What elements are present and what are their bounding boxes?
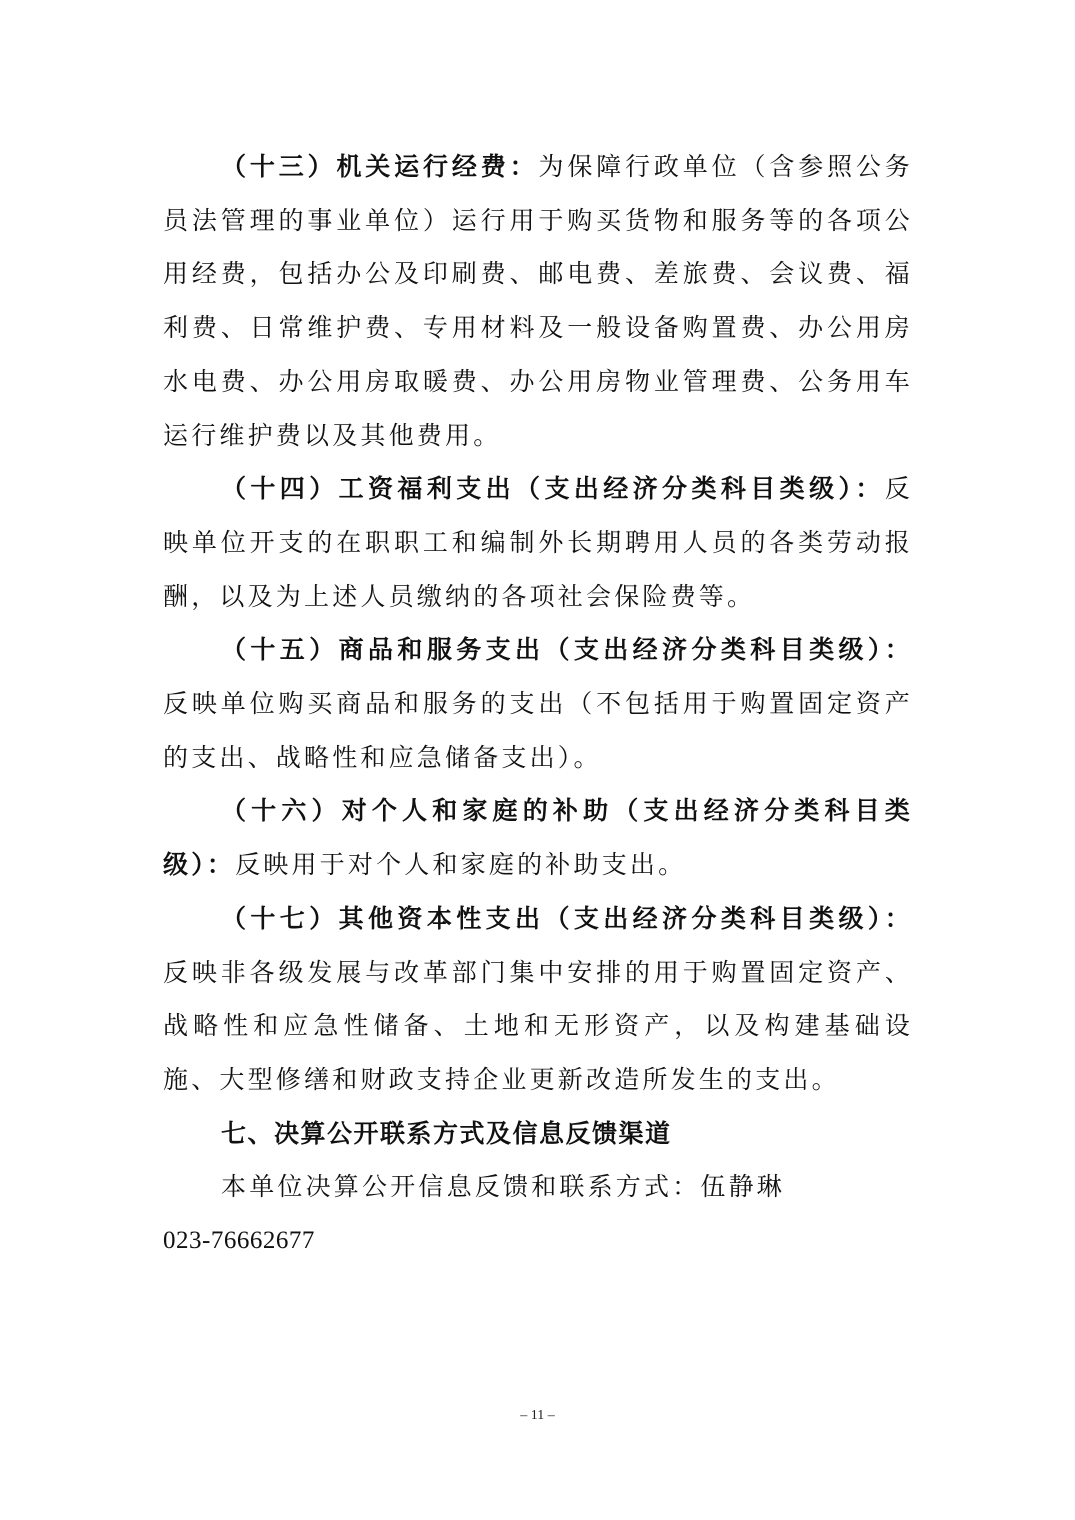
paragraph-14: [163, 462, 913, 623]
section-heading: 七、决算公开联系方式及信息反馈渠道: [221, 1118, 672, 1148]
paragraph-17-text: 反映非各级发展与改革部门集中安排的用于购置固定资产、战略性和应急性储备、土地和无形资产，以及构建基础设施、大型修缮和财政支持企业更新改造所发生的支出。: [163, 957, 913, 1094]
page-number: – 11 –: [520, 1408, 555, 1423]
paragraph-17: [163, 892, 913, 1107]
paragraph-16-term: （十六）对个人和家庭的补助（支出经济分类科目类级）：: [163, 796, 913, 880]
paragraph-17-term: （十七）其他资本性支出（支出经济分类科目类级）：: [221, 903, 913, 933]
paragraph-15-term: （十五）商品和服务支出（支出经济分类科目类级）：: [221, 635, 913, 665]
paragraph-15-text: 反映单位购买商品和服务的支出（不包括用于购置固定资产的支出、战略性和应急储备支出）。: [163, 689, 913, 772]
paragraph-13-text: 为保障行政单位（含参照公务员法管理的事业单位）运行用于购买货物和服务等的各项公用经费，包括办公及印刷费、邮电费、差旅费、会议费、福利费、日常维护费、专用材料及一般设备购置费、办公用房水电费、办公用房取暖费、办公用房物业管理费、公务用车运行维护费以及其他费用。: [163, 152, 913, 450]
paragraph-13: [163, 140, 913, 462]
paragraph-14-term: （十四）工资福利支出（支出经济分类科目类级）：: [221, 474, 885, 504]
contact-text: 本单位决算公开信息反馈和联系方式：伍静琳: [221, 1172, 786, 1202]
paragraph-15: [163, 623, 913, 784]
paragraph-16: [163, 784, 913, 891]
paragraph-13-term: （十三）机关运行经费：: [221, 152, 539, 181]
paragraph-14-text: 反映单位开支的在职职工和编制外长期聘用人员的各类劳动报酬，以及为上述人员缴纳的各项社会保险费等。: [163, 474, 913, 611]
contact-phone: 023-76662677: [163, 1227, 315, 1255]
document-body: [163, 140, 913, 1268]
paragraph-16-text: 反映用于对个人和家庭的补助支出。: [235, 850, 687, 880]
